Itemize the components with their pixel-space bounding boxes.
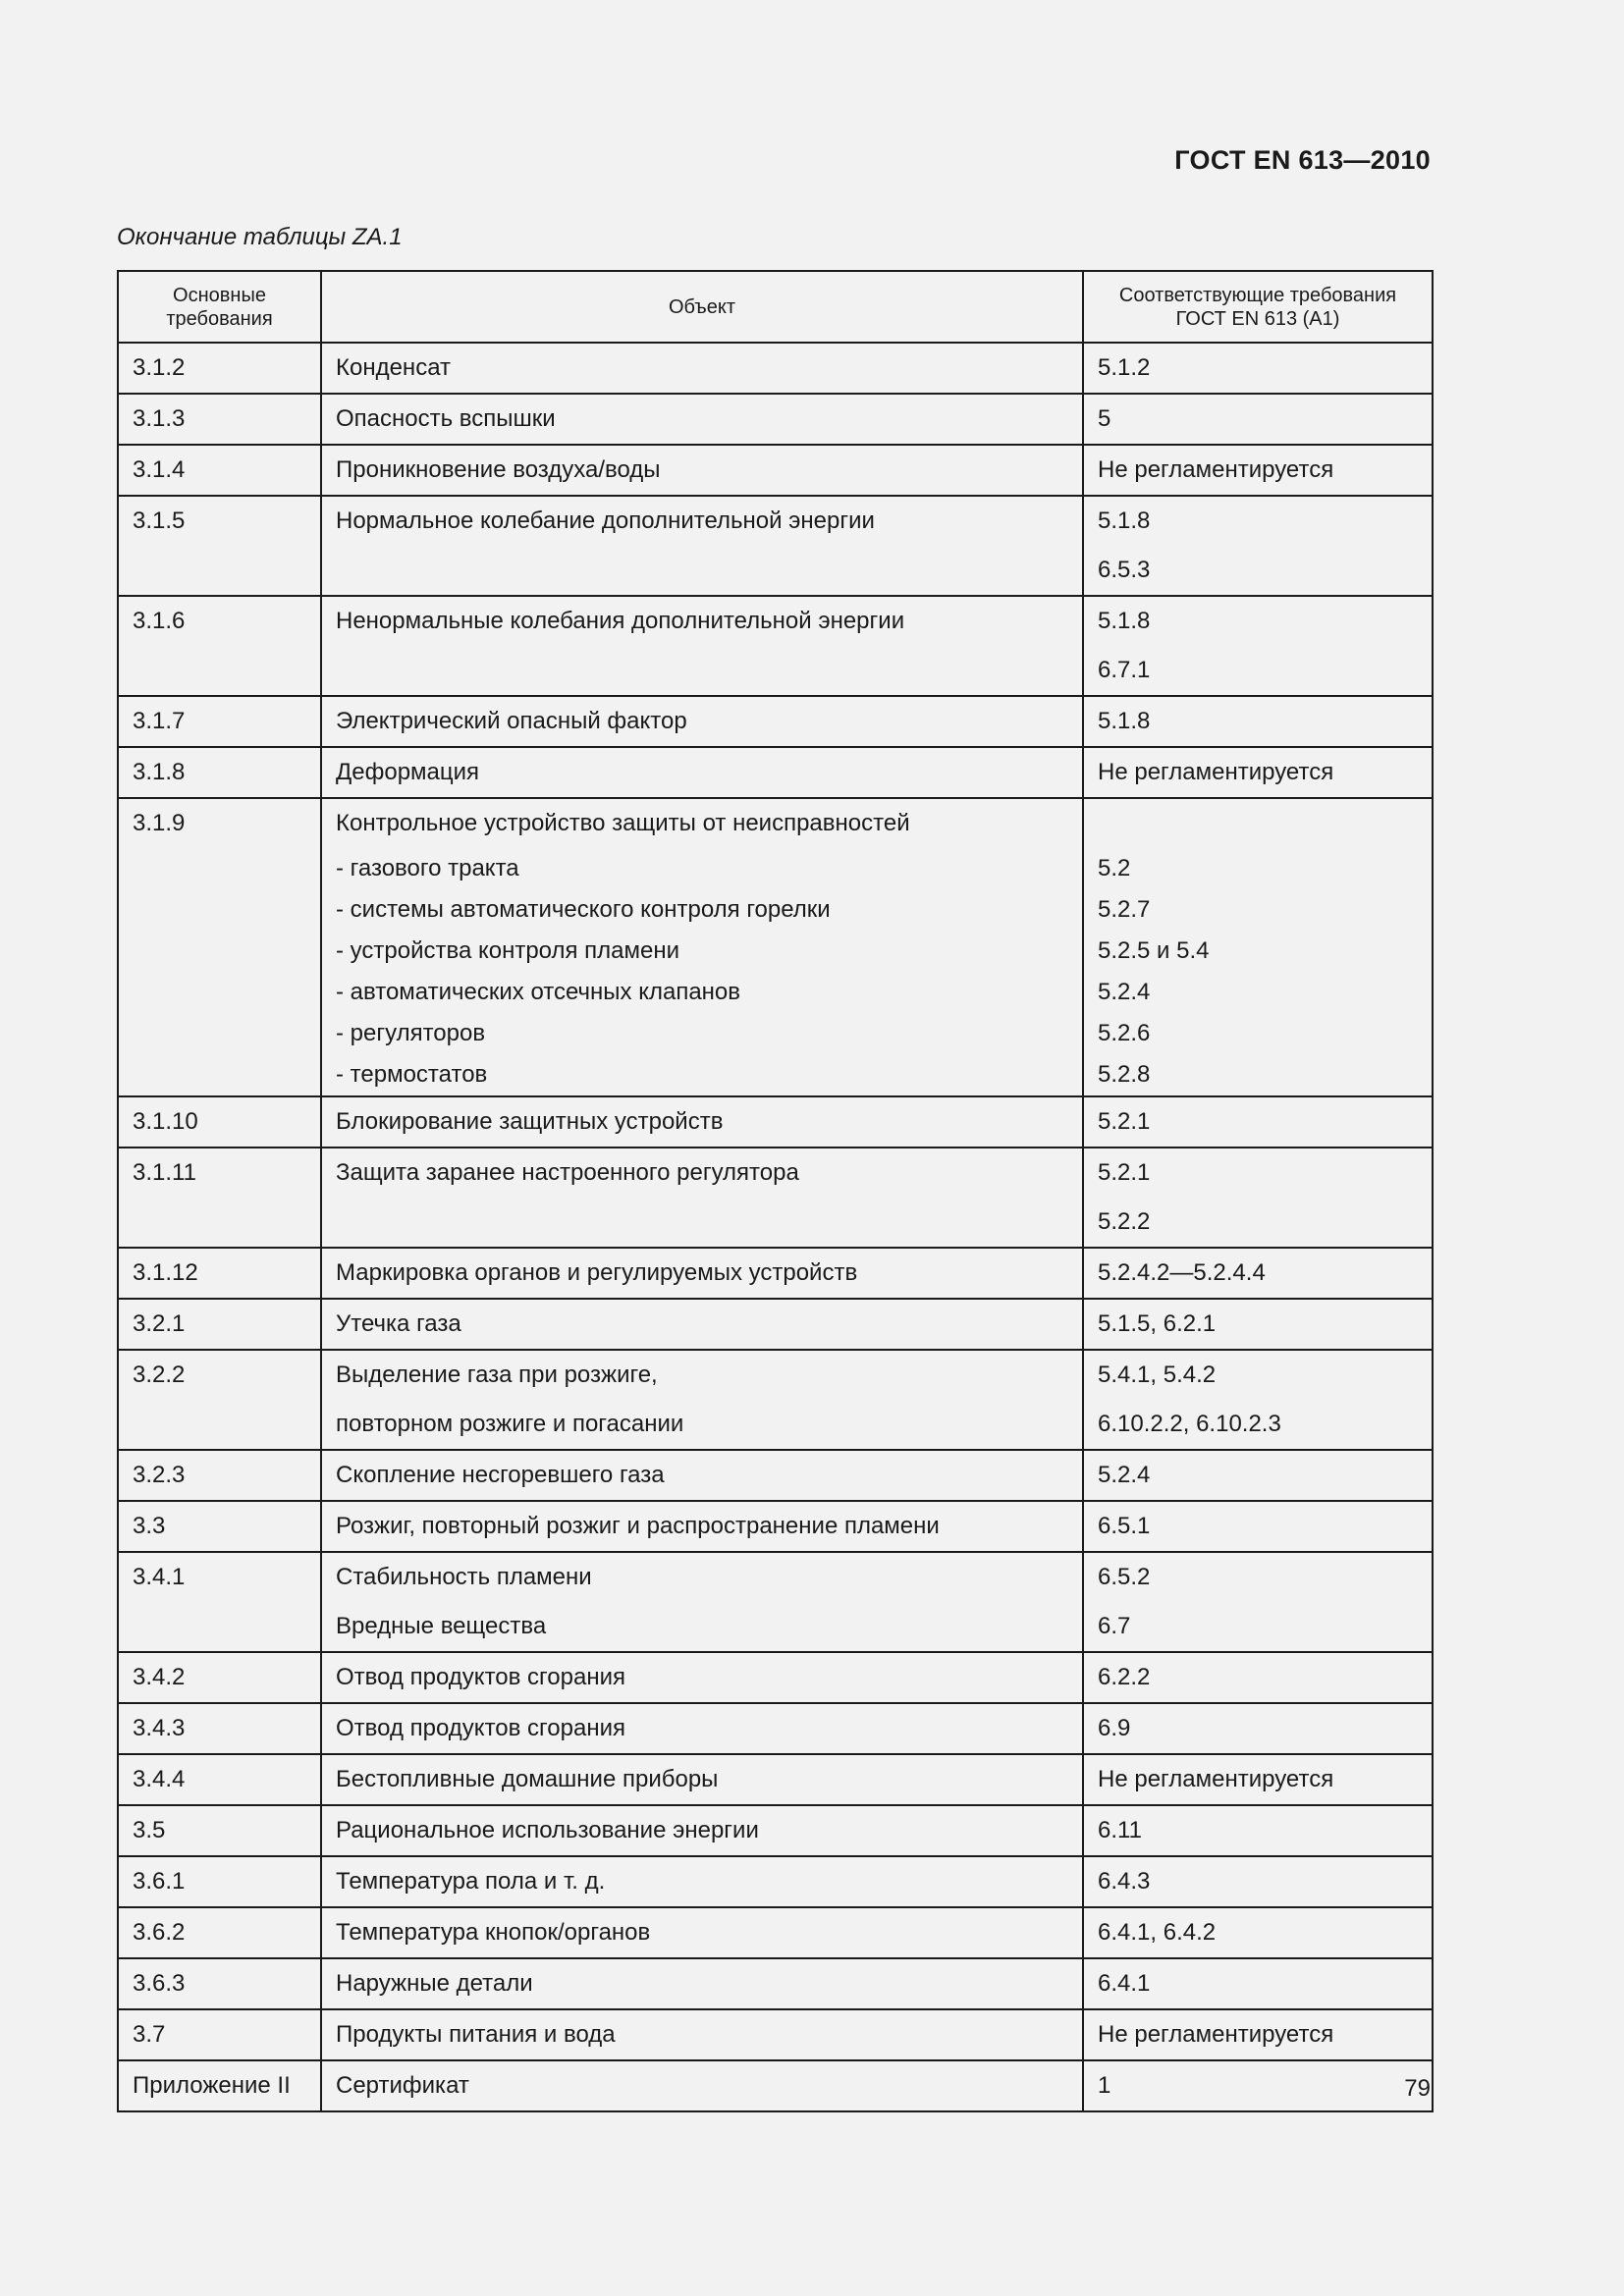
object-cell [321, 596, 1083, 696]
requirement-number: 3.4.3 [133, 1715, 186, 1741]
reference-line: 5.2.4.2—5.2.4.4 [1098, 1259, 1266, 1286]
requirement-number: 3.1.4 [133, 456, 186, 483]
table-row [118, 1350, 1433, 1450]
table-row [118, 798, 1433, 1096]
object-line: Контрольное устройство защиты от неисправностей [336, 810, 910, 836]
object-line: Температура пола и т. д. [336, 1868, 606, 1895]
requirement-cell [118, 1907, 321, 1958]
reference-cell [1083, 1703, 1433, 1754]
reference-line: 5.2 [1098, 855, 1131, 881]
reference-line: Не регламентируется [1098, 2021, 1334, 2048]
requirement-cell [118, 1652, 321, 1703]
object-cell [321, 1652, 1083, 1703]
requirement-cell [118, 1248, 321, 1299]
reference-cell [1083, 1552, 1433, 1652]
object-line [336, 646, 1068, 695]
reference-line: 6.5.1 [1098, 1513, 1151, 1539]
reference-cell [1083, 496, 1433, 596]
reference-cell [1083, 445, 1433, 496]
object-line [336, 546, 1068, 595]
table-row [118, 1148, 1433, 1248]
object-line: - системы автоматического контроля горелки [336, 896, 831, 923]
reference-line: 5.2.2 [1098, 1208, 1151, 1235]
object-cell [321, 1299, 1083, 1350]
reference-line: 5.2.5 и 5.4 [1098, 937, 1210, 964]
requirement-cell [118, 2060, 321, 2111]
reference-line: 6.10.2.2, 6.10.2.3 [1098, 1411, 1281, 1437]
column-header-requirements: Основные требования [118, 271, 321, 343]
table-row [118, 1958, 1433, 2009]
table-row [118, 2009, 1433, 2060]
table-row [118, 1552, 1433, 1652]
reference-line: 5.1.2 [1098, 354, 1151, 381]
object-cell [321, 1552, 1083, 1652]
reference-cell [1083, 1350, 1433, 1450]
table-body [118, 343, 1433, 2111]
reference-line: 5.4.1, 5.4.2 [1098, 1362, 1217, 1388]
object-line: Опасность вспышки [336, 405, 556, 432]
object-line: Маркировка органов и регулируемых устройств [336, 1259, 858, 1286]
object-cell [321, 696, 1083, 747]
table-row [118, 1299, 1433, 1350]
table-row [118, 596, 1433, 696]
object-line [336, 1198, 1068, 1247]
requirement-number: 3.5 [133, 1817, 166, 1843]
object-line: Блокирование защитных устройств [336, 1108, 724, 1135]
object-cell [321, 445, 1083, 496]
requirement-number: 3.1.11 [133, 1159, 196, 1186]
object-cell [321, 1754, 1083, 1805]
table-row [118, 1501, 1433, 1552]
table-header-row [118, 271, 1433, 343]
reference-cell [1083, 1501, 1433, 1552]
reference-line: 6.4.3 [1098, 1868, 1151, 1895]
requirement-cell [118, 696, 321, 747]
requirement-cell [118, 1299, 321, 1350]
requirement-cell [118, 1350, 321, 1450]
requirement-cell [118, 1148, 321, 1248]
reference-cell [1083, 1652, 1433, 1703]
object-line: Вредные вещества [336, 1613, 547, 1639]
requirement-cell [118, 1805, 321, 1856]
object-line: Утечка газа [336, 1310, 461, 1337]
requirement-number: Приложение II [133, 2072, 291, 2099]
object-cell [321, 1148, 1083, 1248]
reference-line: 5.1.8 [1098, 507, 1151, 534]
object-line: Наружные детали [336, 1970, 533, 1997]
requirement-cell [118, 445, 321, 496]
reference-line: Не регламентируется [1098, 759, 1334, 785]
requirement-number: 3.6.1 [133, 1868, 186, 1895]
reference-cell [1083, 1907, 1433, 1958]
table-row [118, 747, 1433, 798]
reference-line: 6.4.1, 6.4.2 [1098, 1919, 1217, 1946]
object-line: Нормальное колебание дополнительной энергии [336, 507, 875, 534]
column-header-references: Соответствующие требования ГОСТ EN 613 (А1) [1083, 271, 1433, 343]
requirement-number: 3.4.4 [133, 1766, 186, 1792]
reference-line: 5.2.4 [1098, 1462, 1151, 1488]
requirement-number: 3.1.3 [133, 405, 186, 432]
object-cell [321, 1501, 1083, 1552]
reference-line: 5.2.6 [1098, 1020, 1151, 1046]
object-line: Защита заранее настроенного регулятора [336, 1159, 799, 1186]
requirement-number: 3.1.5 [133, 507, 186, 534]
requirement-cell [118, 496, 321, 596]
object-cell [321, 1703, 1083, 1754]
object-line: Отвод продуктов сгорания [336, 1715, 625, 1741]
object-line: повторном розжиге и погасании [336, 1411, 684, 1437]
reference-line: 6.5.2 [1098, 1564, 1151, 1590]
object-line: Продукты питания и вода [336, 2021, 616, 2048]
reference-line: 5.1.8 [1098, 608, 1151, 634]
requirement-cell [118, 1096, 321, 1148]
object-line: - термостатов [336, 1061, 488, 1088]
requirement-number: 3.2.1 [133, 1310, 186, 1337]
object-line: Температура кнопок/органов [336, 1919, 651, 1946]
requirement-number: 3.6.3 [133, 1970, 186, 1997]
reference-cell [1083, 596, 1433, 696]
table-row [118, 394, 1433, 445]
requirement-number: 3.1.7 [133, 708, 186, 734]
table-row [118, 1907, 1433, 1958]
reference-line: 5.2.1 [1098, 1159, 1151, 1186]
requirement-number: 3.6.2 [133, 1919, 186, 1946]
object-line: Проникновение воздуха/воды [336, 456, 661, 483]
object-line: Электрический опасный фактор [336, 708, 687, 734]
requirement-cell [118, 596, 321, 696]
requirement-cell [118, 1703, 321, 1754]
table-row [118, 1248, 1433, 1299]
reference-line: 5.2.1 [1098, 1108, 1151, 1135]
object-line: Деформация [336, 759, 480, 785]
requirement-number: 3.1.9 [133, 810, 186, 836]
reference-cell [1083, 394, 1433, 445]
requirement-cell [118, 1754, 321, 1805]
reference-line: 5.2.4 [1098, 979, 1151, 1005]
object-line: Рациональное использование энергии [336, 1817, 759, 1843]
reference-cell [1083, 1958, 1433, 2009]
reference-line: 5.1.5, 6.2.1 [1098, 1310, 1217, 1337]
object-line: Розжиг, повторный розжиг и распространение пламени [336, 1513, 940, 1539]
table-row [118, 1754, 1433, 1805]
reference-line: 6.9 [1098, 1715, 1131, 1741]
object-line: - регуляторов [336, 1020, 486, 1046]
requirements-table [117, 270, 1434, 2112]
reference-cell [1083, 1856, 1433, 1907]
object-cell [321, 1350, 1083, 1450]
reference-line: 6.11 [1098, 1817, 1142, 1843]
object-cell [321, 1958, 1083, 2009]
object-cell [321, 1248, 1083, 1299]
column-header-object: Объект [321, 271, 1083, 343]
object-line: - автоматических отсечных клапанов [336, 979, 741, 1005]
object-line: Конденсат [336, 354, 451, 381]
requirement-number: 3.2.3 [133, 1462, 186, 1488]
table-row [118, 1450, 1433, 1501]
requirement-number: 3.4.2 [133, 1664, 186, 1690]
table-row [118, 1652, 1433, 1703]
requirement-cell [118, 1501, 321, 1552]
reference-cell [1083, 798, 1433, 1096]
object-cell [321, 2009, 1083, 2060]
table-caption: Окончание таблицы ZA.1 [117, 224, 403, 250]
requirement-number: 3.1.8 [133, 759, 186, 785]
requirement-number: 3.7 [133, 2021, 166, 2048]
requirement-cell [118, 747, 321, 798]
object-cell [321, 1907, 1083, 1958]
reference-cell [1083, 1299, 1433, 1350]
reference-cell [1083, 1805, 1433, 1856]
object-line: Ненормальные колебания дополнительной энергии [336, 608, 905, 634]
table-row [118, 496, 1433, 596]
object-line: Отвод продуктов сгорания [336, 1664, 625, 1690]
reference-line: 6.2.2 [1098, 1664, 1151, 1690]
reference-line: Не регламентируется [1098, 1766, 1334, 1792]
requirement-number: 3.1.6 [133, 608, 186, 634]
object-cell [321, 1096, 1083, 1148]
table-row [118, 343, 1433, 394]
object-cell [321, 496, 1083, 596]
reference-line: 6.7 [1098, 1613, 1131, 1639]
requirement-cell [118, 2009, 321, 2060]
object-cell [321, 798, 1083, 1096]
requirement-number: 3.4.1 [133, 1564, 186, 1590]
reference-line: 5 [1098, 405, 1111, 432]
reference-line: 6.4.1 [1098, 1970, 1151, 1997]
object-line: Бестопливные домашние приборы [336, 1766, 719, 1792]
reference-line: 6.5.3 [1098, 557, 1151, 583]
requirement-number: 3.3 [133, 1513, 166, 1539]
reference-line: 5.1.8 [1098, 708, 1151, 734]
table-row [118, 1856, 1433, 1907]
object-line: Сертификат [336, 2072, 469, 2099]
object-line: Стабильность пламени [336, 1564, 592, 1590]
reference-cell [1083, 1754, 1433, 1805]
reference-line [1098, 799, 1418, 848]
requirement-number: 3.1.10 [133, 1108, 198, 1135]
object-line: - устройства контроля пламени [336, 937, 680, 964]
object-cell [321, 747, 1083, 798]
reference-cell [1083, 1148, 1433, 1248]
reference-line: 6.7.1 [1098, 657, 1151, 683]
object-cell [321, 2060, 1083, 2111]
requirement-number: 3.1.2 [133, 354, 186, 381]
reference-cell [1083, 1450, 1433, 1501]
object-cell [321, 1805, 1083, 1856]
table-row [118, 696, 1433, 747]
requirement-number: 3.1.12 [133, 1259, 198, 1286]
requirement-cell [118, 394, 321, 445]
requirement-cell [118, 343, 321, 394]
document-code: ГОСТ EN 613—2010 [1174, 145, 1431, 175]
reference-cell [1083, 696, 1433, 747]
requirement-cell [118, 1958, 321, 2009]
object-cell [321, 1450, 1083, 1501]
object-line: Скопление несгоревшего газа [336, 1462, 665, 1488]
reference-cell [1083, 1096, 1433, 1148]
requirement-cell [118, 1552, 321, 1652]
reference-cell [1083, 747, 1433, 798]
table-row [118, 1096, 1433, 1148]
object-cell [321, 343, 1083, 394]
requirement-number: 3.2.2 [133, 1362, 186, 1388]
table-row [118, 2060, 1433, 2111]
reference-line: 5.2.8 [1098, 1061, 1151, 1088]
reference-line: Не регламентируется [1098, 456, 1334, 483]
table-row [118, 445, 1433, 496]
object-cell [321, 1856, 1083, 1907]
requirement-cell [118, 798, 321, 1096]
object-line: Выделение газа при розжиге, [336, 1362, 658, 1388]
reference-cell [1083, 2060, 1433, 2111]
requirement-cell [118, 1856, 321, 1907]
object-cell [321, 394, 1083, 445]
reference-line: 5.2.7 [1098, 896, 1151, 923]
reference-line: 1 [1098, 2072, 1111, 2099]
reference-cell [1083, 1248, 1433, 1299]
page-number: 79 [1404, 2075, 1431, 2102]
reference-cell [1083, 2009, 1433, 2060]
table-row [118, 1805, 1433, 1856]
reference-cell [1083, 343, 1433, 394]
object-line: - газового тракта [336, 855, 519, 881]
table-row [118, 1703, 1433, 1754]
requirement-cell [118, 1450, 321, 1501]
